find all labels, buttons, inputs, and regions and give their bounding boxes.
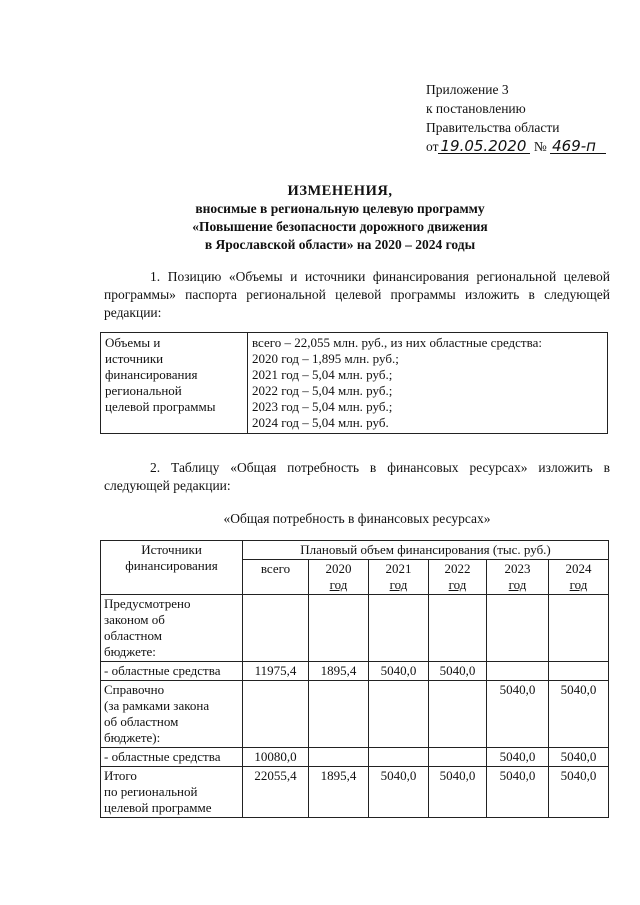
cell-line: Объемы и [105, 335, 161, 350]
appendix-date-number [426, 137, 606, 156]
cell-value: 1895,4 [309, 767, 369, 818]
paragraph-2 [104, 459, 610, 495]
cell-value [369, 681, 429, 748]
table-row [101, 333, 608, 434]
cell-line: 2023 год – 5,04 млн. руб.; [252, 399, 393, 414]
cell-value [309, 748, 369, 767]
cell-value: 5040,0 [549, 748, 609, 767]
year-suffix: год [448, 577, 467, 592]
document-title [160, 182, 520, 254]
cell-total [243, 681, 309, 748]
label-line: бюджете): [104, 730, 161, 745]
year-suffix: год [569, 577, 588, 592]
row-label [101, 662, 243, 681]
label-line: по региональной [104, 784, 198, 799]
title-line: в Ярославской области» на 2020 – 2024 годы [204, 237, 476, 252]
label-line: (за рамками закона [104, 698, 210, 713]
cell-line: источники [105, 351, 164, 366]
table-header-row [101, 541, 609, 560]
label-line: Предусмотрено [104, 596, 191, 611]
label-line: - областные средства [104, 749, 221, 764]
cell-value [429, 595, 487, 662]
header-year [487, 560, 549, 595]
financing-table [100, 540, 609, 818]
appendix-header [426, 80, 606, 156]
year-number: 2020 [325, 561, 352, 576]
paragraph-1-text: 1. Позицию «Объемы и источники финансирования региональной целевой программы» паспорта региональной целевой программы изложить в следующей редакции: [104, 269, 610, 320]
paragraph-1 [104, 268, 610, 322]
cell-line: всего – 22,055 млн. руб., из них областные средства: [252, 335, 542, 350]
cell-total [243, 595, 309, 662]
year-number: 2021 [385, 561, 412, 576]
label-line: законом об [104, 612, 165, 627]
title-line: «Повышение безопасности дорожного движения [192, 219, 488, 234]
cell-line: региональной [105, 383, 182, 398]
cell-value [369, 595, 429, 662]
cell-total: 11975,4 [243, 662, 309, 681]
title-main: ИЗМЕНЕНИЯ, [287, 183, 393, 199]
cell-value [487, 595, 549, 662]
cell-total: 22055,4 [243, 767, 309, 818]
cell-value: 5040,0 [429, 662, 487, 681]
label-line: областном [104, 628, 162, 643]
table-title: «Общая потребность в финансовых ресурсах» [223, 511, 491, 526]
year-suffix: год [329, 577, 348, 592]
header-plan: Плановый объем финансирования (тыс. руб.) [243, 541, 609, 560]
header-source [101, 541, 243, 595]
row-label [101, 681, 243, 748]
cell-value [429, 681, 487, 748]
year-number: 2023 [504, 561, 531, 576]
cell-line: 2024 год – 5,04 млн. руб. [252, 415, 389, 430]
table-row [101, 595, 609, 662]
header-line: финансирования [125, 558, 218, 573]
cell-line: 2021 год – 5,04 млн. руб.; [252, 367, 393, 382]
row-label [101, 595, 243, 662]
header-line: Источники [141, 542, 202, 557]
cell-value: 5040,0 [369, 662, 429, 681]
cell-value [309, 681, 369, 748]
cell-line: 2020 год – 1,895 млн. руб.; [252, 351, 399, 366]
appendix-line: Приложение 3 [426, 82, 509, 97]
row-label [101, 767, 243, 818]
table-row [101, 681, 609, 748]
passport-label-cell [101, 333, 248, 434]
header-year [309, 560, 369, 595]
title-line: вносимые в региональную целевую программу [195, 201, 485, 216]
year-number: 2024 [565, 561, 592, 576]
cell-value: 5040,0 [429, 767, 487, 818]
cell-value [549, 595, 609, 662]
row-label [101, 748, 243, 767]
label-line: - областные средства [104, 663, 221, 678]
passport-value-cell [248, 333, 608, 434]
table-row [101, 767, 609, 818]
cell-value: 5040,0 [487, 681, 549, 748]
passport-table [100, 332, 608, 434]
cell-value: 5040,0 [549, 681, 609, 748]
year-suffix: год [508, 577, 527, 592]
year-suffix: год [389, 577, 408, 592]
header-year [369, 560, 429, 595]
cell-value: 5040,0 [487, 748, 549, 767]
label-line: целевой программе [104, 800, 212, 815]
cell-value [309, 595, 369, 662]
handwritten-date: 19.05.2020 [438, 139, 530, 154]
paragraph-2-text: 2. Таблицу «Общая потребность в финансовых ресурсах» изложить в следующей редакции: [104, 460, 610, 493]
header-total: всего [243, 560, 309, 595]
label-line: бюджете: [104, 644, 156, 659]
table-row [101, 748, 609, 767]
cell-value: 5040,0 [369, 767, 429, 818]
cell-line: 2022 год – 5,04 млн. руб.; [252, 383, 393, 398]
handwritten-number: 469-п [550, 139, 606, 154]
label-line: Итого [104, 768, 137, 783]
date-prefix: от [426, 139, 439, 154]
cell-value [487, 662, 549, 681]
appendix-line: к постановлению [426, 101, 526, 116]
header-year [549, 560, 609, 595]
cell-total: 10080,0 [243, 748, 309, 767]
cell-value [549, 662, 609, 681]
header-year [429, 560, 487, 595]
label-line: Справочно [104, 682, 165, 697]
cell-value: 1895,4 [309, 662, 369, 681]
number-prefix: № [533, 139, 547, 154]
cell-value: 5040,0 [487, 767, 549, 818]
cell-line: целевой программы [105, 399, 216, 414]
appendix-line: Правительства области [426, 120, 560, 135]
cell-value [429, 748, 487, 767]
year-number: 2022 [444, 561, 471, 576]
cell-value [369, 748, 429, 767]
label-line: об областном [104, 714, 179, 729]
table-row [101, 662, 609, 681]
cell-value: 5040,0 [549, 767, 609, 818]
cell-line: финансирования [105, 367, 198, 382]
